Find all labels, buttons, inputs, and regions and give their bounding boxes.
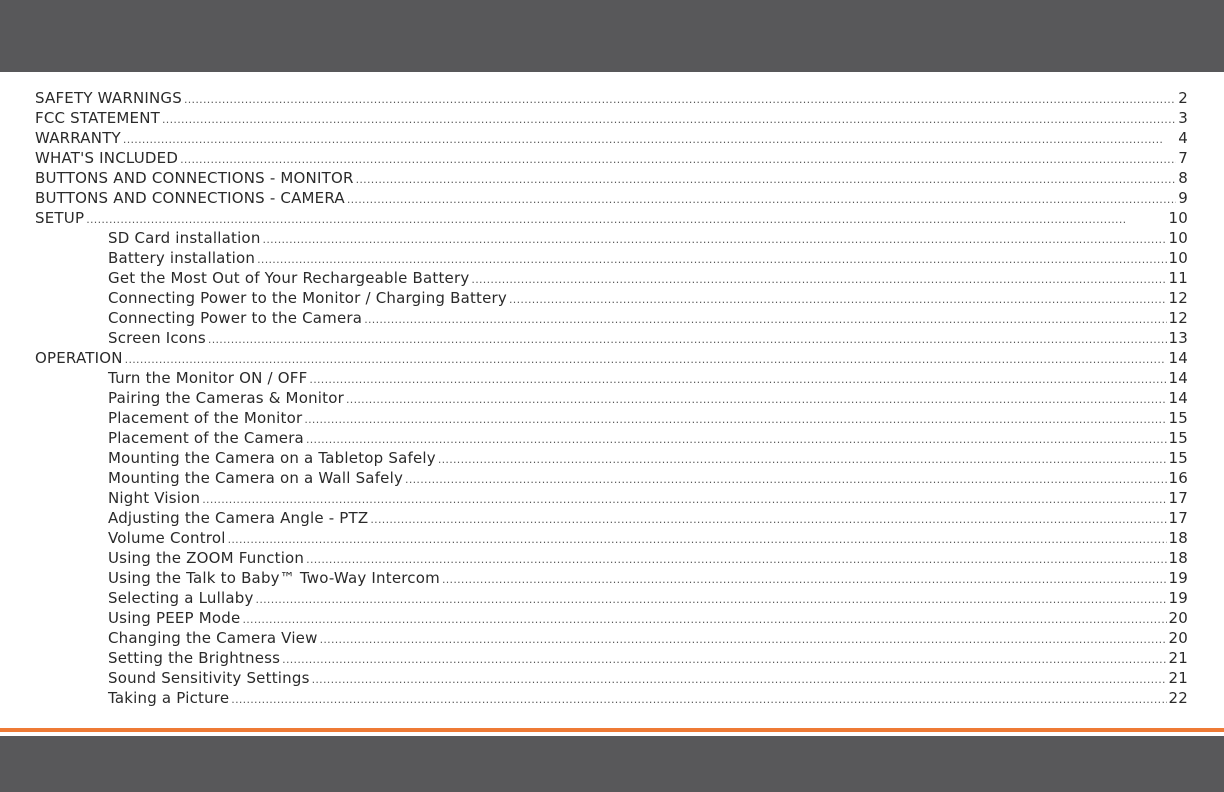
toc-dot-leader [256, 590, 1167, 610]
toc-entry-title: Selecting a Lullaby [108, 589, 254, 607]
toc-dot-leader [180, 150, 1176, 170]
footer-accent-line [0, 728, 1224, 732]
toc-entry-page: 8 [1178, 169, 1188, 187]
toc-entry[interactable] [35, 208, 1188, 228]
toc-entry-page: 15 [1168, 409, 1188, 427]
toc-entry-page: 10 [1168, 209, 1188, 227]
toc-entry[interactable] [35, 668, 1188, 688]
toc-entry-page: 17 [1168, 509, 1188, 527]
toc-entry[interactable] [35, 428, 1188, 448]
toc-entry-page: 18 [1168, 549, 1188, 567]
toc-entry-title: Using the Talk to Baby™ Two-Way Intercom [108, 569, 440, 587]
toc-entry[interactable] [35, 168, 1188, 188]
toc-dot-leader [438, 450, 1167, 470]
toc-entry-page: 10 [1168, 249, 1188, 267]
toc-entry[interactable] [35, 268, 1188, 288]
toc-entry[interactable] [35, 588, 1188, 608]
toc-entry-page: 14 [1168, 349, 1188, 367]
footer-band [0, 736, 1224, 792]
toc-entry[interactable] [35, 548, 1188, 568]
toc-dot-leader [162, 110, 1176, 130]
toc-dot-leader [306, 550, 1166, 570]
toc-entry-title: BUTTONS AND CONNECTIONS - CAMERA [35, 189, 345, 207]
toc-entry-title: Volume Control [108, 529, 226, 547]
toc-entry[interactable] [35, 408, 1188, 428]
toc-entry-page: 10 [1168, 229, 1188, 247]
toc-entry[interactable] [35, 508, 1188, 528]
toc-entry-page: 16 [1168, 469, 1188, 487]
toc-entry[interactable] [35, 388, 1188, 408]
toc-dot-leader [231, 690, 1166, 710]
toc-entry-title: Adjusting the Camera Angle - PTZ [108, 509, 369, 527]
toc-dot-leader [263, 230, 1167, 250]
toc-dot-leader [320, 630, 1167, 650]
toc-dot-leader [346, 390, 1167, 410]
toc-entry[interactable] [35, 468, 1188, 488]
toc-entry-page: 18 [1168, 529, 1188, 547]
toc-entry[interactable] [35, 328, 1188, 348]
toc-entry-title: Screen Icons [108, 329, 206, 347]
toc-entry-title: Taking a Picture [108, 689, 230, 707]
toc-entry-title: Mounting the Camera on a Wall Safely [108, 469, 404, 487]
toc-entry-title: Connecting Power to the Monitor / Charging Battery [108, 289, 508, 307]
toc-entry-page: 12 [1168, 309, 1188, 327]
toc-entry-page: 21 [1168, 649, 1188, 667]
toc-dot-leader [364, 310, 1166, 330]
toc-entry-title: Turn the Monitor ON / OFF [108, 369, 308, 387]
toc-entry-title: BUTTONS AND CONNECTIONS - MONITOR [35, 169, 354, 187]
header-band [0, 0, 1224, 72]
toc-dot-leader [123, 130, 1176, 150]
toc-dot-leader [208, 330, 1167, 350]
toc-dot-leader [370, 510, 1166, 530]
toc-entry[interactable] [35, 88, 1188, 108]
toc-entry[interactable] [35, 108, 1188, 128]
toc-dot-leader [257, 250, 1166, 270]
toc-entry-page: 14 [1168, 389, 1188, 407]
toc-entry[interactable] [35, 648, 1188, 668]
toc-entry-title: SD Card installation [108, 229, 261, 247]
toc-entry-page: 2 [1178, 89, 1188, 107]
toc-entry[interactable] [35, 448, 1188, 468]
toc-entry-page: 4 [1178, 129, 1188, 147]
toc-entry-page: 19 [1168, 589, 1188, 607]
toc-dot-leader [509, 290, 1166, 310]
toc-entry[interactable] [35, 488, 1188, 508]
toc-entry[interactable] [35, 128, 1188, 148]
toc-entry[interactable] [35, 528, 1188, 548]
toc-dot-leader [442, 570, 1167, 590]
toc-entry-page: 17 [1168, 489, 1188, 507]
toc-entry-page: 13 [1168, 329, 1188, 347]
toc-dot-leader [471, 270, 1166, 290]
toc-entry-title: Setting the Brightness [108, 649, 281, 667]
toc-entry-page: 15 [1168, 449, 1188, 467]
toc-entry-title: WHAT'S INCLUDED [35, 149, 179, 167]
toc-entry-title: SETUP [35, 209, 85, 227]
toc-entry-title: Using the ZOOM Function [108, 549, 305, 567]
toc-entry-title: Pairing the Cameras & Monitor [108, 389, 344, 407]
toc-entry-page: 21 [1168, 669, 1188, 687]
toc-entry[interactable] [35, 228, 1188, 248]
toc-entry-page: 20 [1168, 629, 1188, 647]
toc-entry[interactable] [35, 348, 1188, 368]
toc-dot-leader [312, 670, 1167, 690]
toc-dot-leader [309, 370, 1166, 390]
toc-entry[interactable] [35, 628, 1188, 648]
toc-entry[interactable] [35, 608, 1188, 628]
toc-entry-title: OPERATION [35, 349, 123, 367]
toc-entry-title: FCC STATEMENT [35, 109, 161, 127]
toc-dot-leader [228, 530, 1167, 550]
table-of-contents [35, 88, 1188, 708]
toc-dot-leader [86, 210, 1166, 230]
toc-dot-leader [125, 350, 1167, 370]
toc-entry[interactable] [35, 148, 1188, 168]
toc-entry-title: SAFETY WARNINGS [35, 89, 182, 107]
toc-entry[interactable] [35, 568, 1188, 588]
toc-entry[interactable] [35, 308, 1188, 328]
toc-entry-page: 19 [1168, 569, 1188, 587]
toc-entry-title: Mounting the Camera on a Tabletop Safely [108, 449, 436, 467]
toc-dot-leader [347, 190, 1176, 210]
toc-dot-leader [202, 490, 1166, 510]
toc-entry-page: 9 [1178, 189, 1188, 207]
toc-entry-page: 14 [1168, 369, 1188, 387]
toc-dot-leader [356, 170, 1177, 190]
toc-entry-title: Changing the Camera View [108, 629, 318, 647]
toc-entry-page: 20 [1168, 609, 1188, 627]
toc-entry[interactable] [35, 368, 1188, 388]
toc-entry-page: 12 [1168, 289, 1188, 307]
toc-entry-title: Battery installation [108, 249, 256, 267]
toc-entry-title: Sound Sensitivity Settings [108, 669, 310, 687]
toc-entry-page: 7 [1178, 149, 1188, 167]
toc-dot-leader [242, 610, 1166, 630]
toc-entry-page: 22 [1168, 689, 1188, 707]
toc-entry[interactable] [35, 288, 1188, 308]
toc-entry[interactable] [35, 688, 1188, 708]
toc-dot-leader [184, 90, 1176, 110]
toc-entry-title: WARRANTY [35, 129, 121, 147]
toc-entry[interactable] [35, 188, 1188, 208]
toc-entry-title: Night Vision [108, 489, 201, 507]
toc-dot-leader [405, 470, 1166, 490]
toc-entry-title: Connecting Power to the Camera [108, 309, 363, 327]
toc-entry-page: 15 [1168, 429, 1188, 447]
toc-entry-title: Using PEEP Mode [108, 609, 241, 627]
toc-entry-title: Placement of the Camera [108, 429, 304, 447]
toc-entry-page: 3 [1178, 109, 1188, 127]
toc-dot-leader [304, 410, 1166, 430]
toc-entry-title: Placement of the Monitor [108, 409, 303, 427]
toc-entry-title: Get the Most Out of Your Rechargeable Battery [108, 269, 470, 287]
toc-dot-leader [282, 650, 1166, 670]
toc-entry-page: 11 [1168, 269, 1188, 287]
toc-entry[interactable] [35, 248, 1188, 268]
toc-dot-leader [306, 430, 1167, 450]
